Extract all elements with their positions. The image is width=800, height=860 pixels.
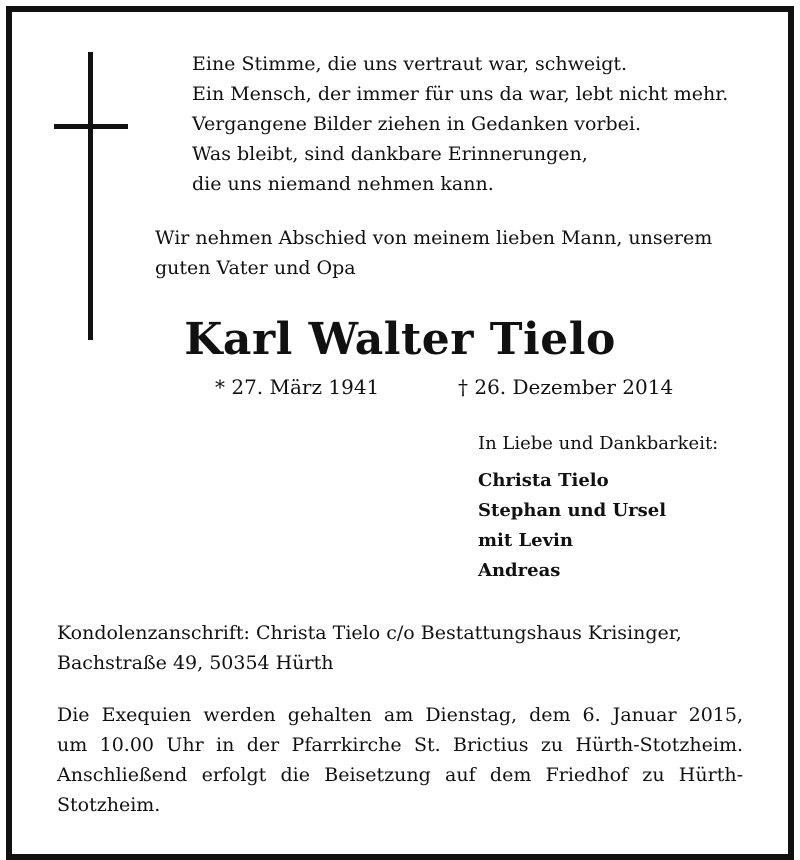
mourner-name: Andreas — [478, 560, 561, 581]
death-date: † 26. Dezember 2014 — [458, 375, 674, 399]
funeral-line: Anschließend erfolgt die Beisetzung auf dem Friedhof zu Hürth- — [57, 764, 743, 786]
poem-line: Eine Stimme, die uns vertraut war, schweigt. — [192, 53, 628, 75]
poem — [192, 49, 728, 199]
condolence-address — [57, 618, 682, 678]
mourners-list — [478, 466, 666, 586]
farewell-line: Wir nehmen Abschied von meinem lieben Mann, unserem — [155, 227, 713, 249]
farewell-text — [155, 223, 712, 283]
funeral-line: Stotzheim. — [57, 794, 161, 816]
poem-line: die uns niemand nehmen kann. — [192, 173, 494, 195]
cross-horizontal-bar — [54, 124, 128, 129]
condolence-line: Bachstraße 49, 50354 Hürth — [57, 652, 334, 674]
mourners-intro: In Liebe und Dankbarkeit: — [478, 433, 719, 454]
poem-line: Vergangene Bilder ziehen in Gedanken vorbei. — [192, 113, 642, 135]
mourner-name: Christa Tielo — [478, 470, 609, 491]
funeral-line: um 10.00 Uhr in der Pfarrkirche St. Brictius zu Hürth-Stotzheim. — [57, 734, 743, 756]
farewell-line: guten Vater und Opa — [155, 257, 356, 279]
cross-vertical-bar — [88, 52, 93, 340]
poem-line: Was bleibt, sind dankbare Erinnerungen, — [192, 143, 588, 165]
deceased-name: Karl Walter Tielo — [184, 314, 616, 365]
birth-date: * 27. März 1941 — [215, 375, 380, 399]
mourner-name: mit Levin — [478, 530, 573, 551]
funeral-details — [57, 700, 743, 820]
mourner-name: Stephan und Ursel — [478, 500, 667, 521]
funeral-line: Die Exequien werden gehalten am Dienstag, dem 6. Januar 2015, — [57, 704, 743, 726]
poem-line: Ein Mensch, der immer für uns da war, lebt nicht mehr. — [192, 83, 729, 105]
condolence-line: Kondolenzanschrift: Christa Tielo c/o Bestattungshaus Krisinger, — [57, 622, 682, 644]
